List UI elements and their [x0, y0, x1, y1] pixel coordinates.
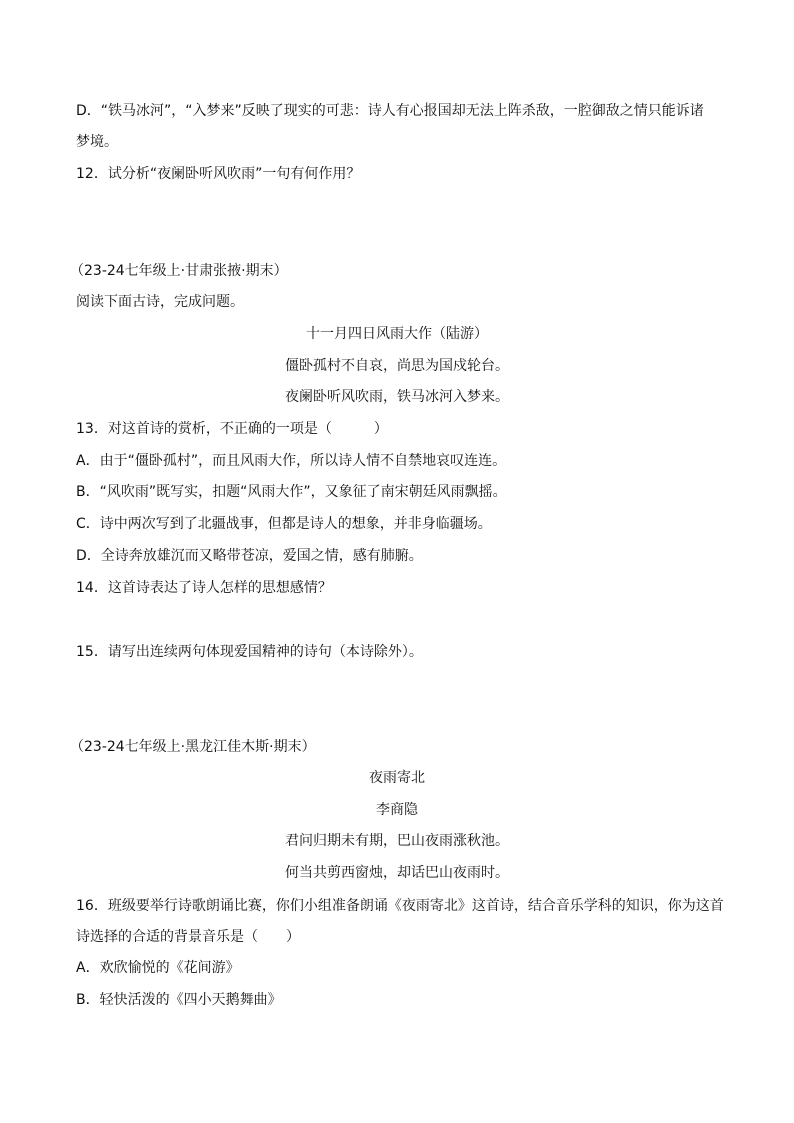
question-16-option-a: A．欢欣愉悦的《花间游》	[76, 960, 240, 976]
question-13-stem: 13．对这首诗的赏析，不正确的一项是（ ）	[76, 421, 388, 437]
question-16-stem-line2: 诗选择的合适的背景音乐是（ ）	[76, 929, 300, 945]
poem2-line1: 君问归期未有期，巴山夜雨涨秋池。	[285, 833, 509, 849]
section2-instruction: 阅读下面古诗，完成问题。	[76, 294, 244, 310]
poem2-author: 李商隐	[376, 802, 418, 818]
question-16-option-b: B．轻快活泼的《四小天鹅舞曲》	[76, 992, 282, 1008]
question-13-option-b: B．“风吹雨”既写实，扣题“风雨大作”，又象征了南宋朝廷风雨飘摇。	[76, 484, 507, 500]
q11-option-d-line2: 梦境。	[76, 134, 118, 150]
poem1-line2: 夜阑卧听风吹雨，铁马冰河入梦来。	[285, 389, 509, 405]
poem2-line2: 何当共剪西窗烛，却话巴山夜雨时。	[285, 865, 509, 881]
section3-source: （23-24七年级上·黑龙江佳木斯·期末）	[70, 739, 316, 755]
question-15: 15．请写出连续两句体现爱国精神的诗句（本诗除外）。	[76, 644, 423, 660]
question-13-option-d: D．全诗奔放雄沉而又略带苍凉，爱国之情，感有肺腑。	[76, 548, 423, 564]
poem2-title: 夜雨寄北	[369, 770, 425, 786]
poem1-title: 十一月四日风雨大作（陆游）	[306, 326, 488, 342]
question-16-stem-line1: 16．班级要举行诗歌朗诵比赛，你们小组准备朗诵《夜雨寄北》这首诗，结合音乐学科的知识，你为这首	[76, 898, 724, 914]
question-13-option-a: A．由于“僵卧孤村”，而且风雨大作，所以诗人情不自禁地哀叹连连。	[76, 453, 507, 469]
question-14: 14．这首诗表达了诗人怎样的思想感情？	[76, 580, 332, 596]
poem1-line1: 僵卧孤村不自哀，尚思为国戍轮台。	[285, 358, 509, 374]
question-13-option-c: C．诗中两次写到了北疆战事，但都是诗人的想象，并非身临疆场。	[76, 516, 492, 532]
q11-option-d-line1: D．“铁马冰河”，“入梦来”反映了现实的可悲：诗人有心报国却无法上阵杀敌，一腔御敌之情只能诉诸	[76, 103, 704, 119]
section2-source: （23-24七年级上·甘肃张掖·期末）	[70, 263, 288, 279]
question-12: 12．试分析“夜阑卧听风吹雨”一句有何作用？	[76, 166, 361, 182]
